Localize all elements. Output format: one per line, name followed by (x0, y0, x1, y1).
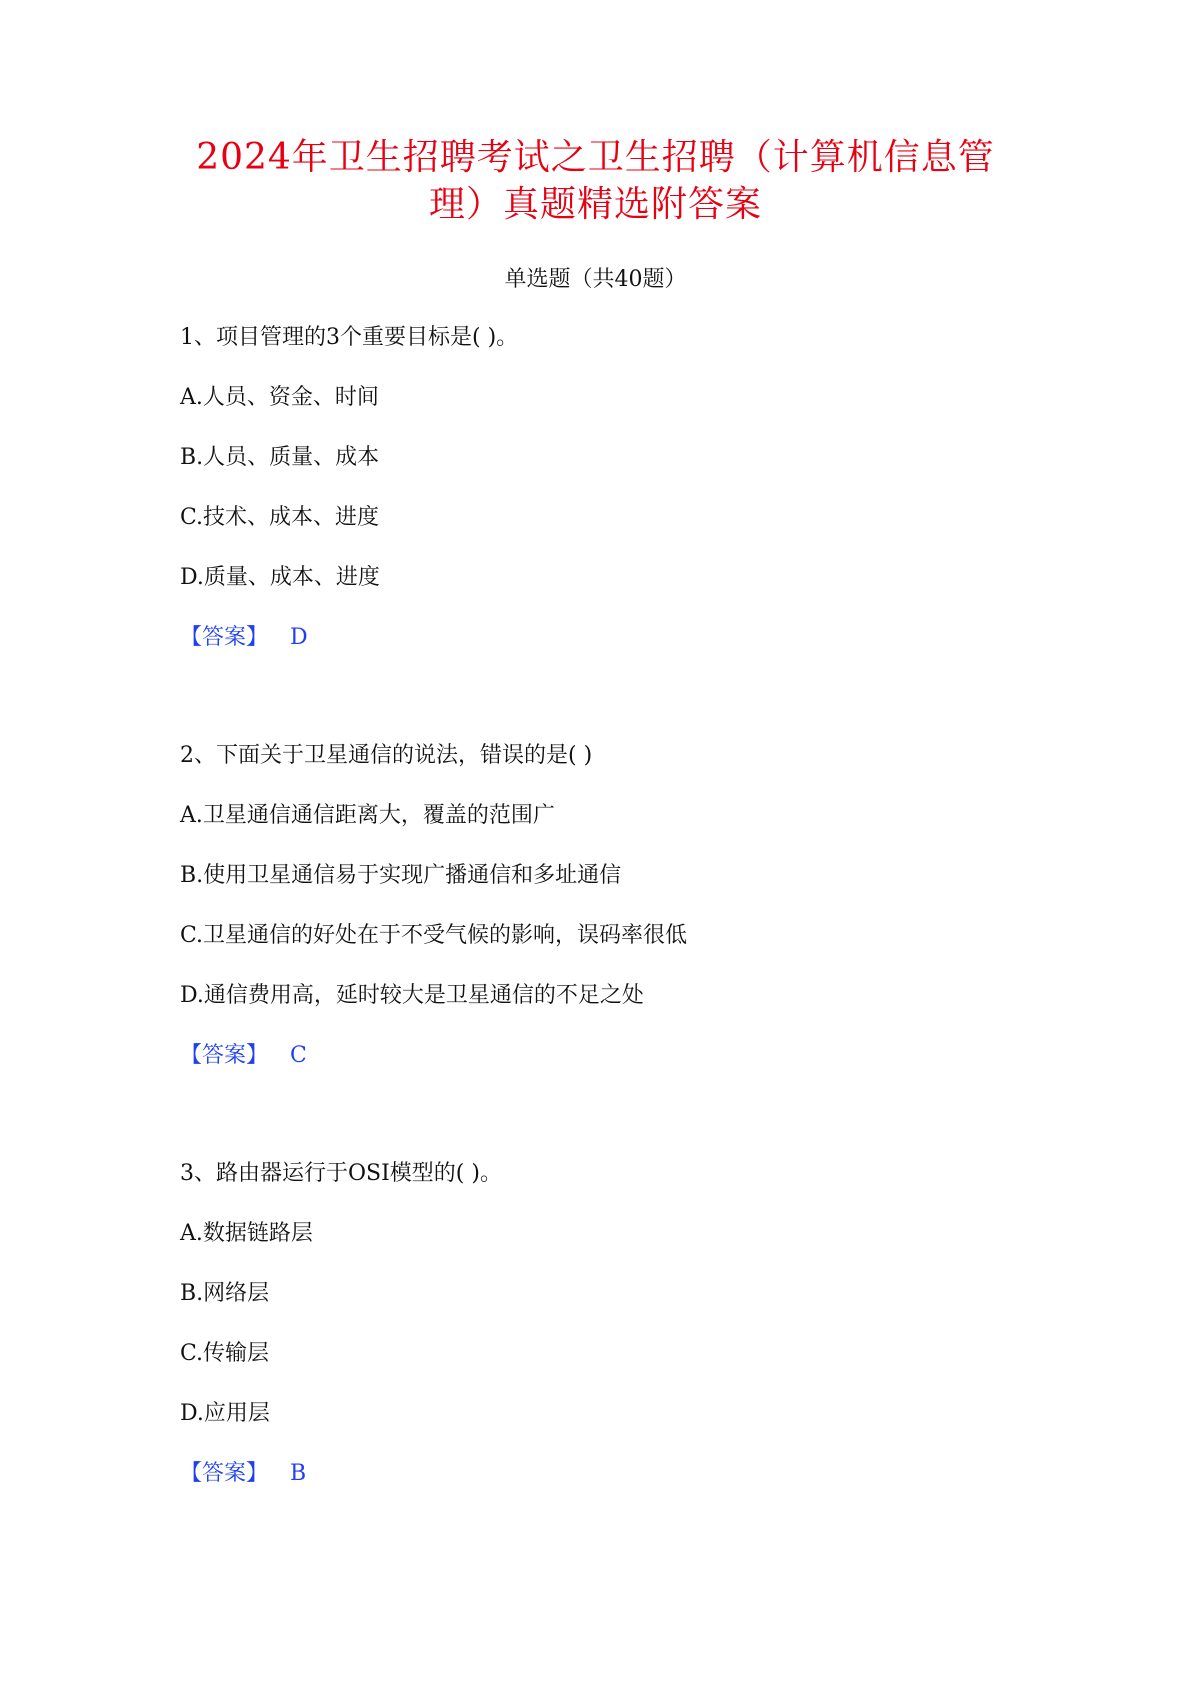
answer-label: 【答案】 (180, 1461, 269, 1486)
question-option: A.人员、资金、时间 (180, 385, 379, 410)
question-option: C.卫星通信的好处在于不受气候的影响，误码率很低 (180, 923, 688, 948)
question-option: D.质量、成本、进度 (180, 565, 380, 590)
question-option: A.数据链路层 (180, 1221, 313, 1246)
answer-line (180, 623, 308, 653)
answer-value: D (290, 625, 308, 650)
question-option: D.通信费用高，延时较大是卫星通信的不足之处 (180, 983, 644, 1008)
answer-value: B (290, 1461, 307, 1486)
question-option: B.人员、质量、成本 (180, 445, 380, 470)
document-title-line-2: 理）真题精选附答案 (428, 184, 762, 225)
question-option: C.技术、成本、进度 (180, 505, 380, 530)
answer-label: 【答案】 (180, 1043, 269, 1068)
answer-label: 【答案】 (180, 625, 269, 650)
answer-line (180, 1041, 307, 1071)
question-stem: 1、项目管理的3个重要目标是( )。 (180, 325, 519, 350)
question-option: B.使用卫星通信易于实现广播通信和多址通信 (180, 863, 622, 888)
question-stem: 2、下面关于卫星通信的说法，错误的是( ) (180, 743, 593, 768)
answer-value: C (290, 1043, 307, 1068)
question-stem: 3、路由器运行于OSI模型的( )。 (180, 1161, 502, 1186)
question-option: B.网络层 (180, 1281, 270, 1306)
question-option: D.应用层 (180, 1401, 270, 1426)
question-option: C.传输层 (180, 1341, 270, 1366)
section-heading: 单选题（共40题） (504, 267, 687, 292)
question-option: A.卫星通信通信距离大，覆盖的范围广 (180, 803, 555, 828)
document-title-line-1: 2024年卫生招聘考试之卫生招聘（计算机信息管 (196, 137, 995, 178)
answer-line (180, 1459, 306, 1489)
